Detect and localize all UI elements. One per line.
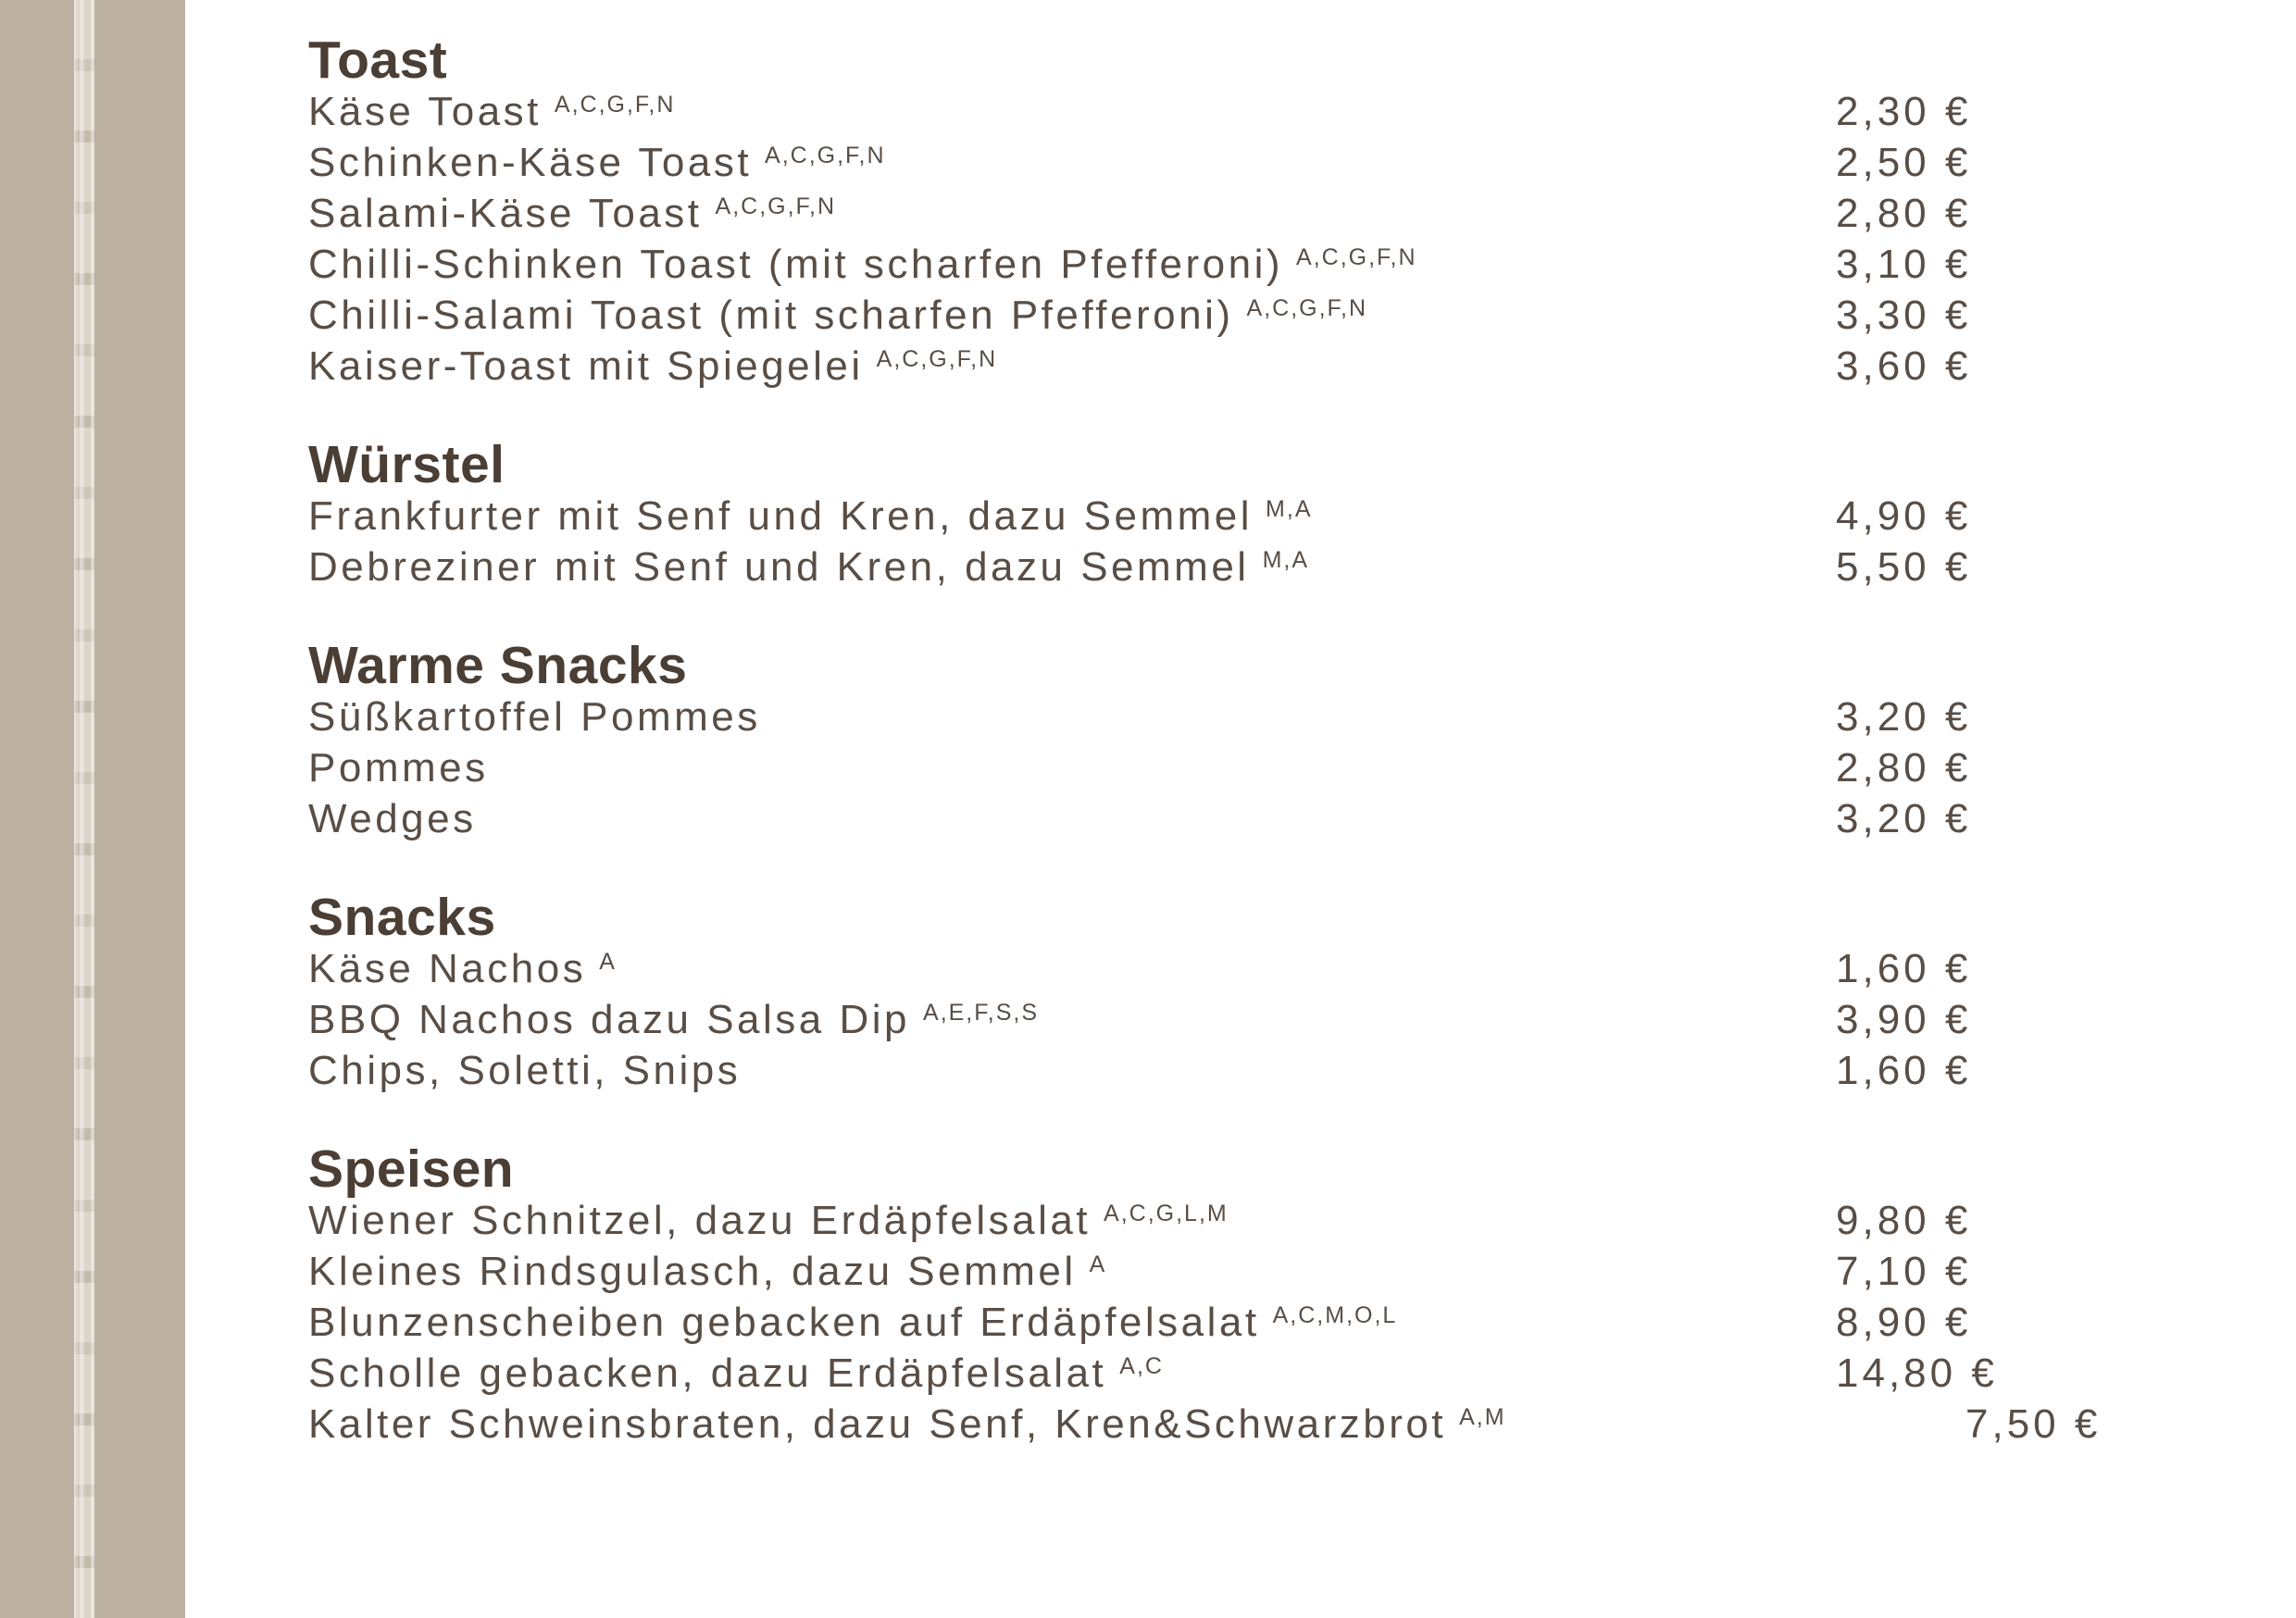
allergen-codes: A,C,G,F,N xyxy=(765,143,886,168)
menu-item-price: 3,60 € xyxy=(1836,343,1972,389)
menu-item-name: Wedges xyxy=(308,796,477,841)
menu-item-row xyxy=(308,742,2296,793)
menu-item-row xyxy=(308,943,2296,994)
section-title: Warme Snacks xyxy=(308,636,688,695)
allergen-codes: A,C,G,F,N xyxy=(1296,244,1417,270)
menu-item-name: Süßkartoffel Pommes xyxy=(308,694,761,740)
menu-item-name: Salami-Käse Toast xyxy=(308,191,703,236)
menu-item-name: Frankfurter mit Senf und Kren, dazu Semmel xyxy=(308,493,1254,539)
menu-item-price: 2,50 € xyxy=(1836,140,1972,185)
menu-item-name: Scholle gebacken, dazu Erdäpfelsalat xyxy=(308,1350,1107,1396)
sidebar-decoration xyxy=(0,0,185,1618)
section-title: Toast xyxy=(308,31,448,90)
menu-item-name: Käse Nachos xyxy=(308,946,587,991)
menu-item-name: Blunzenscheiben gebacken auf Erdäpfelsalat xyxy=(308,1300,1260,1345)
menu-item-name: BBQ Nachos dazu Salsa Dip xyxy=(308,997,911,1042)
allergen-codes: A,C,G,F,N xyxy=(715,193,837,219)
menu-item-name: Debreziner mit Senf und Kren, dazu Semmel xyxy=(308,544,1250,590)
menu-item-price: 2,30 € xyxy=(1836,89,1972,134)
ribbon-strip-decoration xyxy=(74,0,94,1618)
allergen-codes: A,C xyxy=(1119,1353,1164,1379)
menu-item-row xyxy=(308,793,2296,844)
section-warme-snacks xyxy=(308,636,2296,844)
menu-item-name: Schinken-Käse Toast xyxy=(308,140,753,185)
menu-item-price: 7,10 € xyxy=(1836,1249,1972,1294)
section-title: Würstel xyxy=(308,435,505,494)
menu-item-price: 2,80 € xyxy=(1836,191,1972,236)
menu-item-name: Chilli-Salami Toast (mit scharfen Pfefferoni) xyxy=(308,292,1234,338)
menu-item-row xyxy=(308,86,2296,137)
menu-item-price: 3,30 € xyxy=(1836,292,1972,338)
menu-item-row xyxy=(308,188,2296,239)
allergen-codes: M,A xyxy=(1266,496,1313,522)
menu-item-price: 7,50 € xyxy=(1965,1401,2102,1447)
menu-item-price: 3,90 € xyxy=(1836,997,1972,1042)
section-snacks xyxy=(308,888,2296,1096)
menu-item-row xyxy=(308,1348,2296,1399)
menu-item-row xyxy=(308,491,2296,541)
menu-item-price: 3,20 € xyxy=(1836,694,1972,740)
menu-item-row xyxy=(308,341,2296,392)
allergen-codes: A,C,G,L,M xyxy=(1104,1201,1229,1226)
menu-item-price: 3,10 € xyxy=(1836,242,1972,287)
menu-item-row xyxy=(308,541,2296,592)
menu-item-price: 2,80 € xyxy=(1836,745,1972,790)
menu-item-name: Käse Toast xyxy=(308,89,542,134)
menu-item-price: 9,80 € xyxy=(1836,1198,1972,1243)
menu-item-row xyxy=(308,290,2296,341)
menu-item-row xyxy=(308,1297,2296,1348)
allergen-codes: A xyxy=(1089,1251,1107,1277)
menu-item-row xyxy=(308,1195,2296,1246)
section-toast xyxy=(308,31,2296,392)
menu-item-name: Kleines Rindsgulasch, dazu Semmel xyxy=(308,1249,1077,1294)
section-speisen xyxy=(308,1139,2296,1450)
menu-item-price: 14,80 € xyxy=(1836,1350,1998,1396)
menu-item-row xyxy=(308,239,2296,290)
menu-item-price: 1,60 € xyxy=(1836,946,1972,991)
menu-item-name: Kaiser-Toast mit Spiegelei xyxy=(308,343,864,389)
menu-item-price: 4,90 € xyxy=(1836,493,1972,539)
allergen-codes: A xyxy=(599,949,617,975)
allergen-codes: M,A xyxy=(1262,547,1310,573)
menu-item-row xyxy=(308,1045,2296,1096)
section-wuerstel xyxy=(308,435,2296,592)
menu-item-row xyxy=(308,137,2296,188)
menu-item-name: Chilli-Schinken Toast (mit scharfen Pfefferoni) xyxy=(308,242,1284,287)
section-title: Snacks xyxy=(308,888,496,947)
menu-item-price: 3,20 € xyxy=(1836,796,1972,841)
menu-item-name: Kalter Schweinsbraten, dazu Senf, Kren&Schwarzbrot xyxy=(308,1401,1447,1447)
menu-item-price: 1,60 € xyxy=(1836,1048,1972,1093)
menu-content xyxy=(308,31,2296,1450)
allergen-codes: A,E,F,S,S xyxy=(923,1000,1039,1026)
menu-item-row xyxy=(308,994,2296,1045)
allergen-codes: A,M xyxy=(1459,1404,1506,1430)
menu-item-name: Pommes xyxy=(308,745,489,790)
menu-item-row xyxy=(308,1399,2296,1450)
allergen-codes: A,C,G,F,N xyxy=(876,346,998,372)
section-title: Speisen xyxy=(308,1139,515,1199)
allergen-codes: A,C,G,F,N xyxy=(1246,295,1368,321)
menu-item-price: 8,90 € xyxy=(1836,1300,1972,1345)
menu-item-row xyxy=(308,691,2296,742)
menu-item-name: Wiener Schnitzel, dazu Erdäpfelsalat xyxy=(308,1198,1092,1243)
allergen-codes: A,C,M,O,L xyxy=(1272,1302,1398,1328)
menu-item-row xyxy=(308,1246,2296,1297)
menu-item-price: 5,50 € xyxy=(1836,544,1972,590)
menu-item-name: Chips, Soletti, Snips xyxy=(308,1048,742,1093)
allergen-codes: A,C,G,F,N xyxy=(554,92,676,118)
